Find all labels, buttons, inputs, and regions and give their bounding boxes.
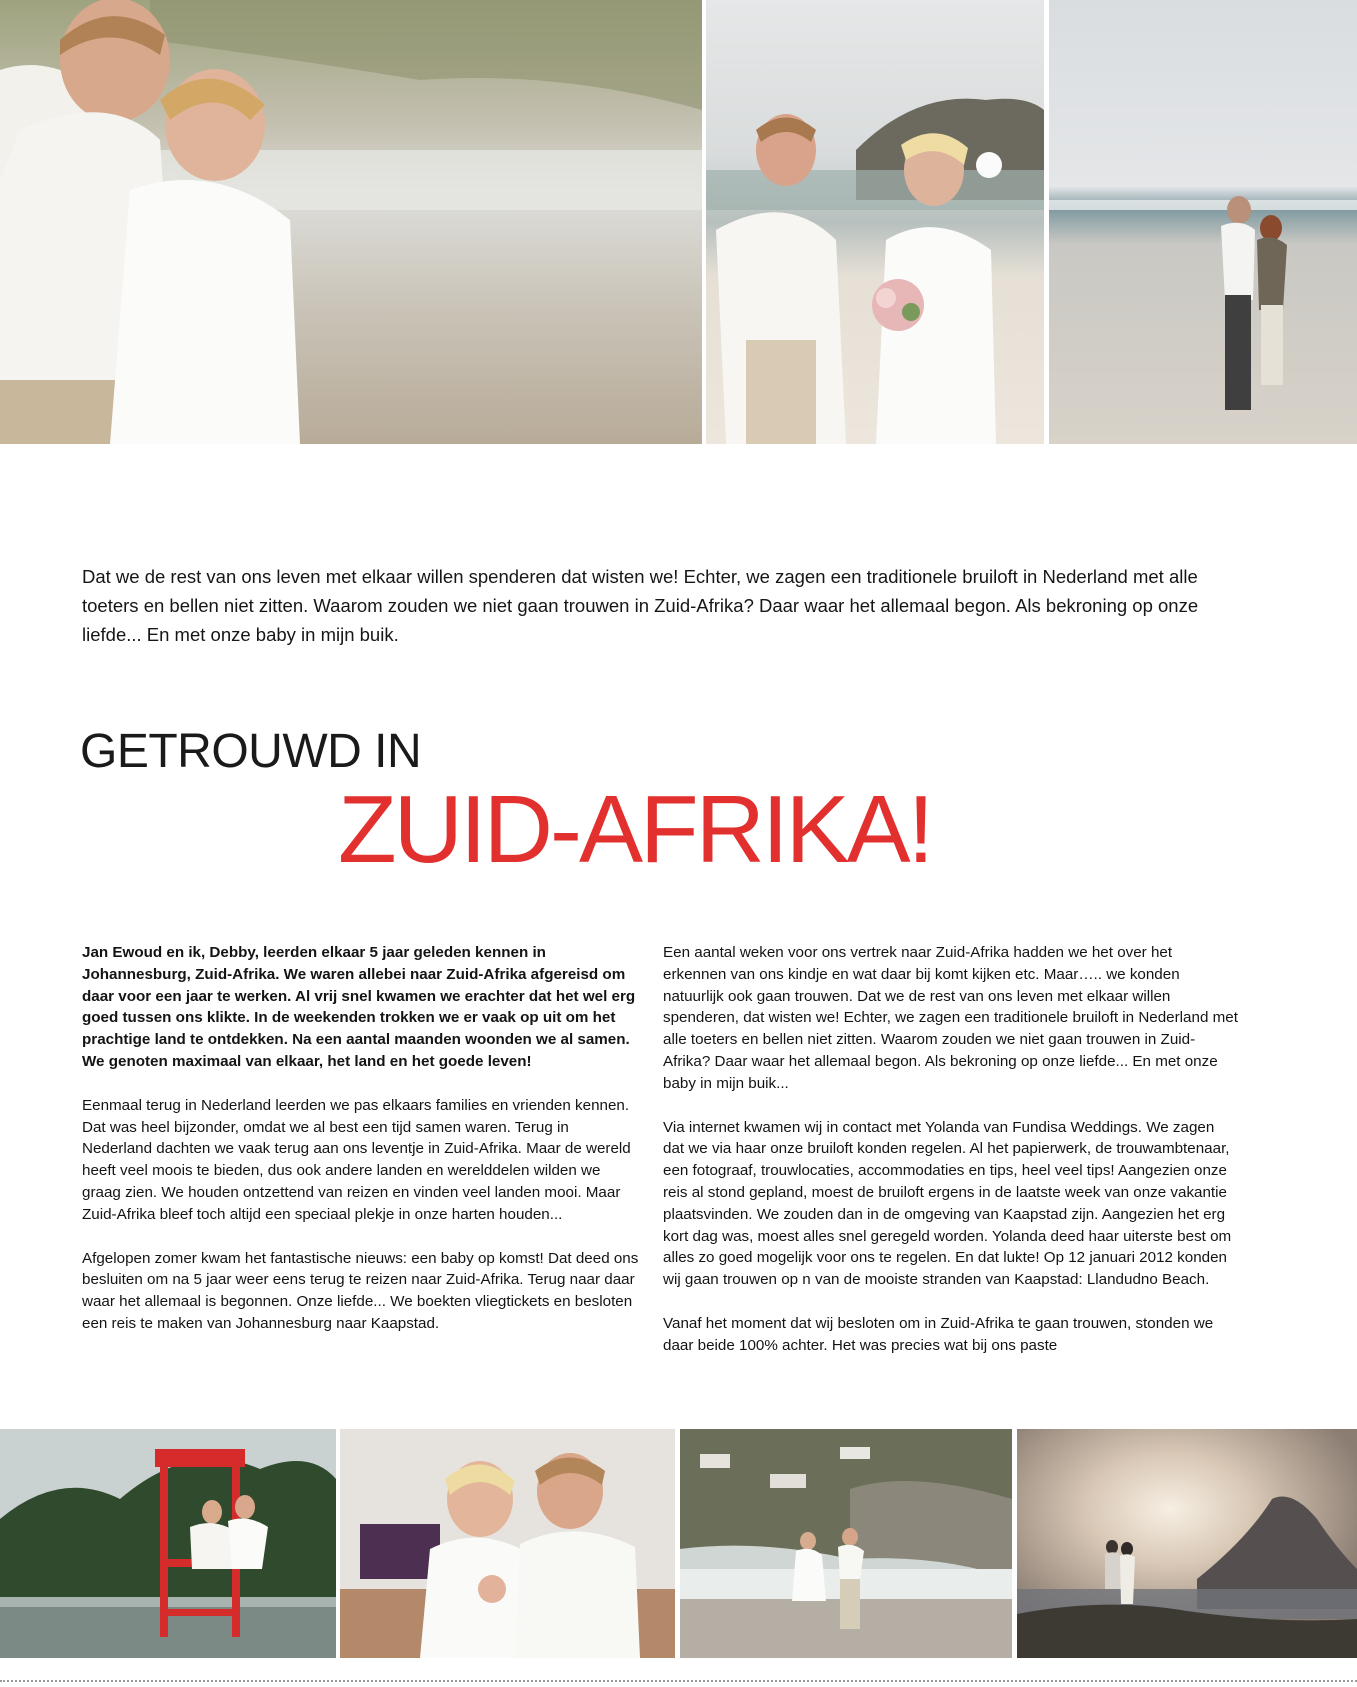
- article-paragraph: Vanaf het moment dat wij besloten om in Zuid-Afrika te gaan trouwen, stonden we daar beide 100% achter. Het was precies wat bij ons paste: [663, 1314, 1214, 1354]
- article-column-right: [663, 942, 1238, 1379]
- article-paragraph: Eenmaal terug in Nederland leerden we pas elkaars families en vrienden kennen. Dat was heel bijzonder, omdat we al best een tijd samen waren. Terug in Nederland dachten we vaak terug aan ons leventje in Zuid-Afrika. Maar de wereld heeft veel moois te bieden, dus ook andere landen en werelddelen wilden we graag zien. We houden ontzettend van reizen en vinden veel landen mooi. Maar Zuid-Afrika bleef toch altijd een speciaal plekje in onze harten houden...: [82, 1096, 631, 1223]
- photo-llandudno-beach: [680, 1429, 1012, 1658]
- photo-sunset-mountain: [1017, 1429, 1357, 1658]
- photo-couple-embrace-beach: [0, 0, 702, 444]
- photo-ceremony-bouquet: [706, 0, 1044, 444]
- article-paragraph: Een aantal weken voor ons vertrek naar Zuid-Afrika hadden we het over het erkennen van ons kindje en wat daar bij komt kijken etc. Maar….. we konden natuurlijk ook gaan trouwen. Dat we de rest van ons leven met elkaar willen spenderen, dat wisten we! Echter, we zagen een traditionele bruiloft in Nederland met alle toeters en bellen niet zitten. Waarom zouden we niet gaan trouwen in Zuid-Afrika? Daar waar het allemaal begon. Als bekroning op onze liefde... En met onze baby in mijn buik...: [663, 944, 1238, 1092]
- article-title-line2: ZUID-AFRIKA!: [338, 776, 932, 883]
- bottom-dotted-rule: [0, 1680, 1357, 1682]
- article-paragraph: Jan Ewoud en ik, Debby, leerden elkaar 5 jaar geleden kennen in Johannesburg, Zuid-Afrika. We waren allebei naar Zuid-Afrika afgereisd om daar voor een jaar te werken. Al vrij snel kwamen we erachter dat het wel erg goed tussen ons klikte. In de weekenden trokken we er vaak op uit om het prachtige land te ontdekken. Na een aantal maanden woonden we al samen. We genoten maximaal van elkaar, het land en het goede leven!: [82, 944, 636, 1070]
- photo-lifeguard-chair: [0, 1429, 336, 1658]
- photo-couple-walking-shore: [1049, 0, 1357, 444]
- photo-couple-thumbs-up: [340, 1429, 675, 1658]
- article-intro: Dat we de rest van ons leven met elkaar willen spenderen dat wisten we! Echter, we zagen een traditionele bruiloft in Nederland met alle toeters en bellen niet zitten. Waarom zouden we niet gaan trouwen in Zuid-Afrika? Daar waar het allemaal begon. Als bekroning op onze liefde... En met onze baby in mijn buik.: [82, 566, 1199, 645]
- article-paragraph: Via internet kwamen wij in contact met Yolanda van Fundisa Weddings. We zagen dat we via haar onze bruiloft konden regelen. Al het papierwerk, de trouwambtenaar, een fotograaf, trouwlocaties, accommodaties en tips, heel veel tips! Aangezien onze reis al stond gepland, moest de bruiloft ergens in de laatste week van onze vakantie plaatsvinden. We zouden dan in de omgeving van Kaapstad zijn. Aangezien het erg kort dag was, moest alles snel geregeld worden. Yolanda deed haar uiterste best om alles zo goed mogelijk voor ons te regelen. En dat lukte! Op 12 januari 2012 konden wij gaan trouwen op n van de mooiste stranden van Kaapstad: Llandudno Beach.: [663, 1118, 1232, 1289]
- article-title-line1: GETROUWD IN: [80, 725, 422, 778]
- article-paragraph: Afgelopen zomer kwam het fantastische nieuws: een baby op komst! Dat deed ons besluiten om na 5 jaar weer eens terug te reizen naar Zuid-Afrika. Terug naar daar waar het allemaal is begonnen. Onze liefde... We boekten vliegtickets en besloten een reis te maken van Johannesburg naar Kaapstad.: [82, 1249, 639, 1332]
- article-column-left: [82, 942, 642, 1357]
